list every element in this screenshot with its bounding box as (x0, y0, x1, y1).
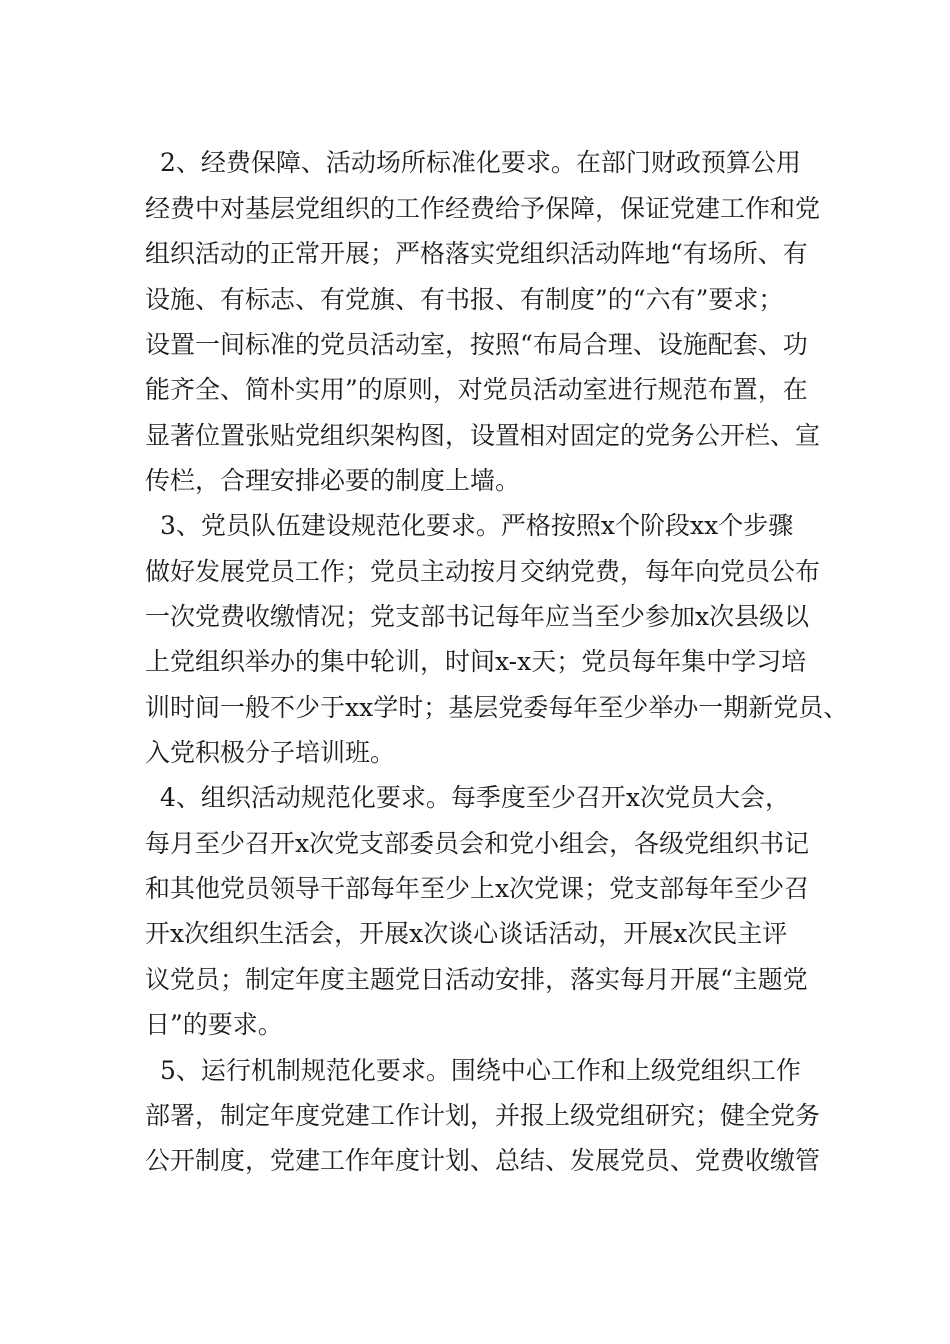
paragraph-2-line-8: 传栏，合理安排必要的制度上墙。 (145, 466, 521, 495)
paragraph-2-line-6: 能齐全、简朴实用”的原则，对党员活动室进行规范布置，在 (145, 375, 808, 404)
paragraph-4-line-3: 和其他党员领导干部每年至少上x次党课；党支部每年至少召 (145, 874, 810, 903)
paragraph-2-line-3: 组织活动的正常开展；严格落实党组织活动阵地“有场所、有 (145, 239, 808, 268)
paragraph-3-line-4: 上党组织举办的集中轮训，时间x-x天；党员每年集中学习培 (145, 647, 807, 676)
paragraph-5-line-1: 5、运行机制规范化要求。围绕中心工作和上级党组织工作 (160, 1056, 801, 1085)
paragraph-4-line-5: 议党员；制定年度主题党日活动安排，落实每月开展“主题党 (145, 965, 808, 994)
paragraph-4-line-2: 每月至少召开x次党支部委员会和党小组会，各级党组织书记 (145, 829, 810, 858)
paragraph-4-line-6: 日”的要求。 (145, 1010, 283, 1039)
paragraph-4-line-4: 开x次组织生活会，开展x次谈心谈话活动，开展x次民主评 (145, 919, 788, 948)
paragraph-5-line-2: 部署，制定年度党建工作计划，并报上级党组研究；健全党务 (145, 1101, 821, 1130)
paragraph-5-line-3: 公开制度，党建工作年度计划、总结、发展党员、党费收缴管 (145, 1146, 821, 1175)
paragraph-3-line-6: 入党积极分子培训班。 (145, 738, 396, 767)
paragraph-3-line-2: 做好发展党员工作；党员主动按月交纳党费，每年向党员公布 (145, 557, 821, 586)
paragraph-4-line-1: 4、组织活动规范化要求。每季度至少召开x次党员大会， (160, 783, 791, 812)
paragraph-2-line-1: 2、经费保障、活动场所标准化要求。在部门财政预算公用 (160, 148, 801, 177)
paragraph-2-line-7: 显著位置张贴党组织架构图，设置相对固定的党务公开栏、宣 (145, 421, 821, 450)
paragraph-3-line-5: 训时间一般不少于xx学时；基层党委每年至少举办一期新党员、 (145, 693, 849, 722)
paragraph-3-line-1: 3、党员队伍建设规范化要求。严格按照x个阶段xx个步骤 (160, 511, 794, 540)
paragraph-2-line-5: 设置一间标准的党员活动室，按照“布局合理、设施配套、功 (145, 330, 808, 359)
paragraph-2-line-2: 经费中对基层党组织的工作经费给予保障，保证党建工作和党 (145, 194, 821, 223)
paragraph-2-line-4: 设施、有标志、有党旗、有书报、有制度”的“六有”要求； (145, 285, 784, 314)
paragraph-3-line-3: 一次党费收缴情况；党支部书记每年应当至少参加x次县级以 (145, 602, 810, 631)
